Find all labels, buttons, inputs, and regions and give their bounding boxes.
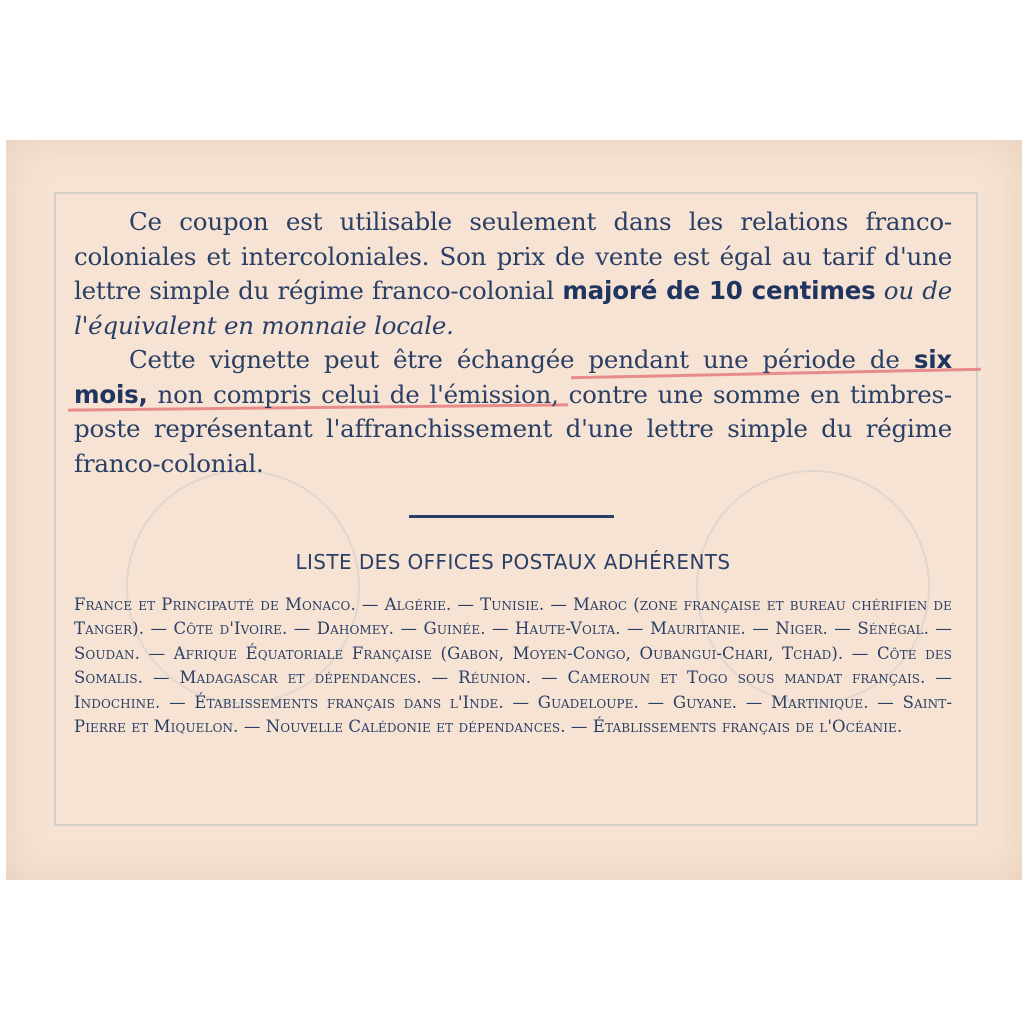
local-currency-italic: ou de l'équivalent en monnaie locale. (74, 276, 952, 340)
postal-offices-list: France et Principauté de Monaco. — Algérie. — Tunisie. — Maroc (zone française et bureau chérifien de Tanger). — Côte d'Ivoire. — Dahomey. — Guinée. — Haute-Volta. — Mauritanie. — Niger. — Sénégal. — Soudan. — Afrique Équatoriale Française (Gabon, Moyen-Congo, Oubangui-Chari, Tchad). — Côte des Somalis. — Madagascar et dépendances. — Réunion. — Cameroun et Togo sous mandat français. — Indochine. — Établissements français dans l'Inde. — Guadeloupe. — Guyane. — Martinique. — Saint-Pierre et Miquelon. — Nouvelle Calédonie et dépendances. — Établissements français de l'Océanie. (74, 595, 952, 737)
section-divider (409, 515, 614, 518)
paragraph-exchange (74, 343, 952, 481)
surcharge-bold: majoré de 10 centimes (562, 276, 876, 305)
list-title: LISTE DES OFFICES POSTAUX ADHÉRENTS (295, 550, 731, 574)
paragraph-usage (74, 205, 952, 343)
period-bold: six mois, (74, 345, 952, 409)
coupon-text (74, 205, 952, 481)
usage-text: Ce coupon est utilisable seulement dans les relations franco-coloniales et intercoloniales. Son prix de vente est égal au tarif d'une lettre simple du régime franco-colonial (74, 207, 952, 305)
exchange-text-start: Cette vignette peut être échangée pendant une période de (129, 345, 914, 374)
coupon-card (6, 140, 1022, 880)
exchange-text-end: non compris celui de l'émission, contre une somme en timbres-poste représentant l'affranchissement d'une lettre simple du régime franco-colonial. (74, 379, 952, 478)
